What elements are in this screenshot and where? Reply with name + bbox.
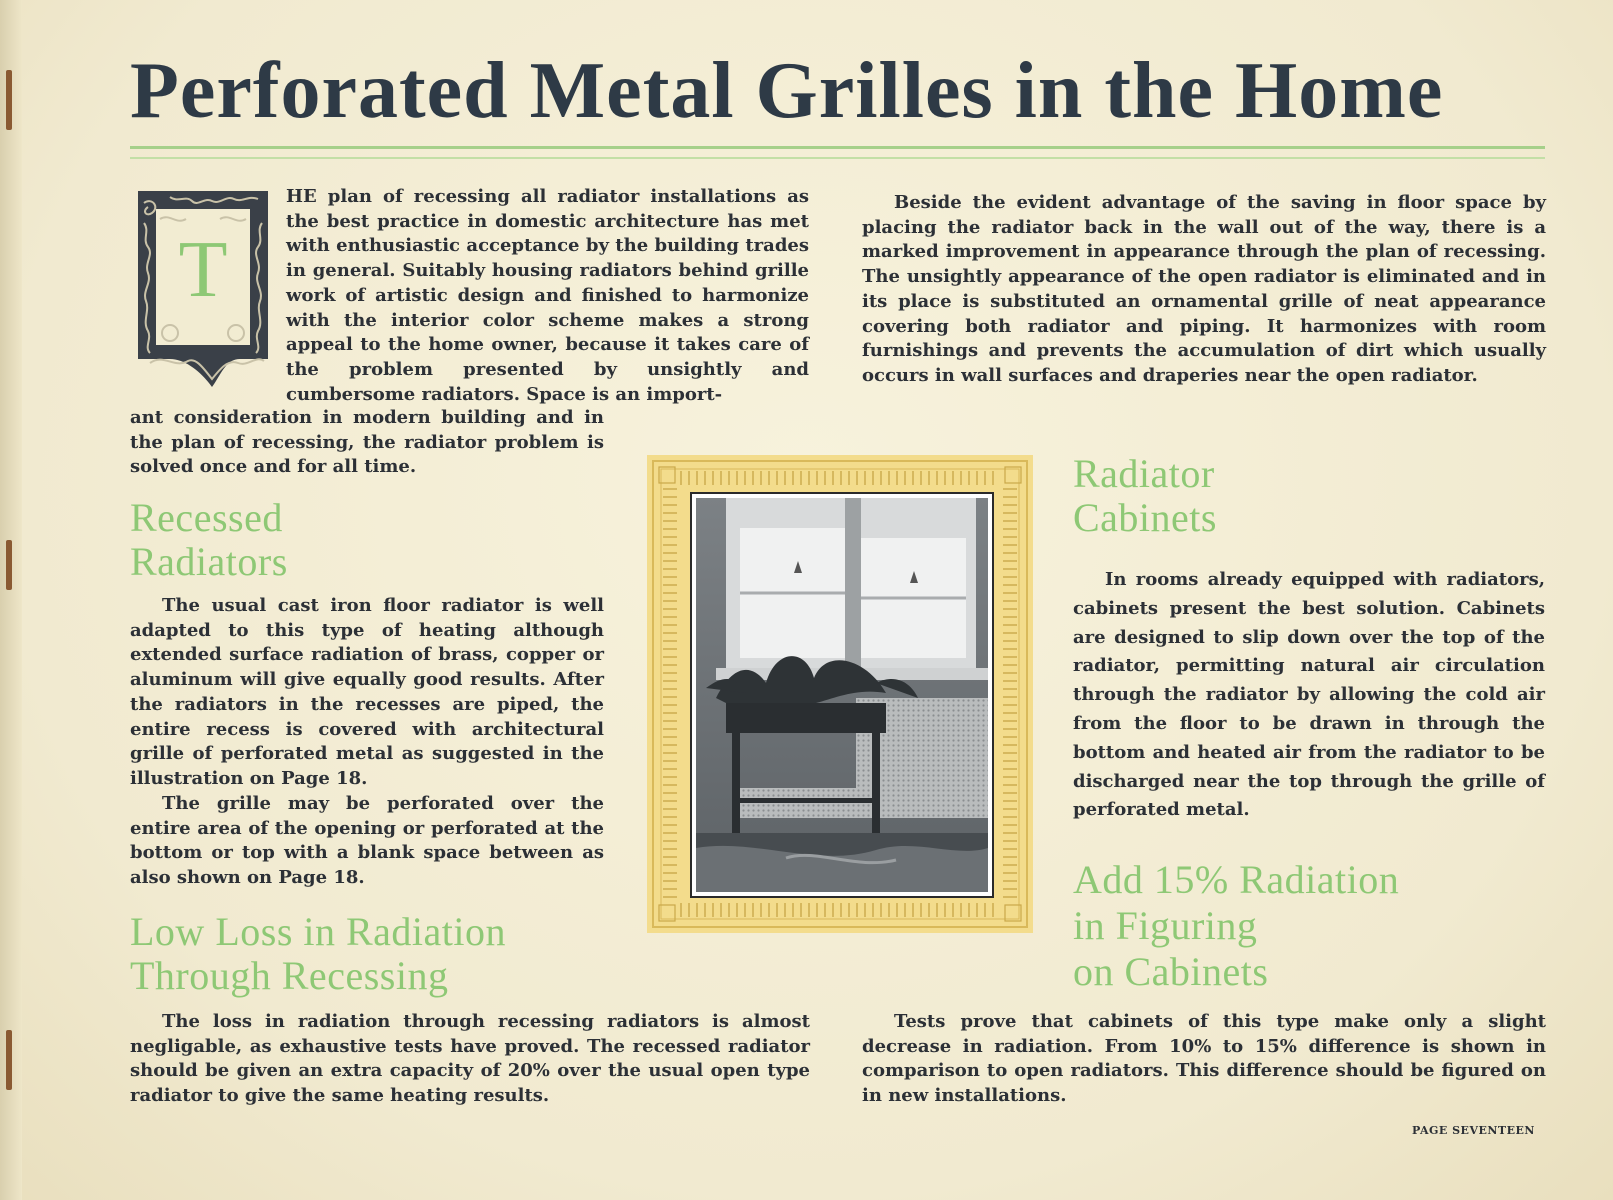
photo-border — [690, 492, 994, 898]
drop-cap-letter: T — [178, 226, 228, 314]
recessed-paragraph-2: The grille may be perforated over the entire area of the opening or perforated at the bottom or top with a blank space between as also shown on Page 18. — [130, 793, 604, 889]
heading-line: in Figuring — [1073, 903, 1258, 948]
add-15-paragraph: Tests prove that cabinets of this type make only a slight decrease in radiation. From 10% to 15% difference is shown in comparison to open radiators. This difference should be figured on in new installations. — [862, 1011, 1546, 1107]
heading-line: Low Loss in Radiation — [130, 909, 507, 954]
heading-line: Through Recessing — [130, 953, 449, 998]
title-rule — [130, 146, 1545, 159]
heading-line: Radiator — [1073, 451, 1215, 496]
intro-continuation-paragraph: ant consideration in modern building and in the plan of recessing, the radiator problem is solved once and for all time. — [130, 407, 604, 478]
cabinets-paragraph: In rooms already equipped with radiators, cabinets present the best solution. Cabinets are designed to slip down over the top of the radiator, permitting natural air circulation through the radiator by allowing the cold air from the floor to be drawn in through the bottom and heated air from the radiator to be discharged near the top through the grille of perforated metal. — [1073, 569, 1545, 821]
photo-frame — [647, 455, 1033, 933]
heading-line: Radiators — [130, 539, 288, 584]
recessed-paragraph-1: The usual cast iron floor radiator is well adapted to this type of heating although extended surface radiation of brass, copper or aluminum will give equally good results. After the radiators in the recesses are piped, the entire recess is covered with architectural grille of perforated metal as suggested in the illustration on Page 18. — [130, 595, 604, 789]
binding-stain — [6, 70, 12, 130]
right-intro-paragraph: Beside the evident advantage of the saving in floor space by placing the radiator back in the wall out of the way, there is a marked improvement in appearance through the plan of recessing. The unsightly appearance of the open radiator is eliminated and in its place is substituted an ornamental grille of neat appearance covering both radiator and piping. It harmonizes with room furnishings and prevents the accumulation of dirt which usually occurs in wall surfaces and draperies near the open radiator. — [862, 192, 1546, 386]
photo-window-radiator-grille — [696, 498, 988, 892]
low-loss-paragraph: The loss in radiation through recessing radiators is almost negligable, as exhaustive tests have proved. The recessed radiator should be given an extra capacity of 20% over the usual open type radiator to give the same heating results. — [130, 1011, 810, 1107]
book-binding — [0, 0, 22, 1200]
heading-line: Cabinets — [1073, 495, 1217, 540]
heading-line: on Cabinets — [1073, 949, 1269, 994]
low-loss-heading — [130, 910, 506, 998]
heading-line: Add 15% Radiation — [1073, 857, 1400, 902]
heading-line: Recessed — [130, 495, 283, 540]
add-15-heading — [1073, 857, 1399, 995]
radiator-cabinets-heading — [1073, 452, 1217, 540]
intro-lead-paragraph: HE plan of recessing all radiator installations as the best practice in domestic architecture has met with enthusiastic acceptance by the building trades in general. Suitably housing radiators behind grille work of artistic design and finished to harmonize with the interior color scheme makes a strong appeal to the home owner, because it takes care of the problem presented by unsightly and cumbersome radiators. Space is an import- — [286, 186, 809, 405]
binding-stain — [6, 1030, 12, 1090]
page-title: Perforated Metal Grilles in the Home — [130, 47, 1444, 135]
drop-cap-ornament — [130, 183, 276, 395]
binding-stain — [6, 540, 12, 590]
recessed-radiators-heading — [130, 496, 288, 584]
ornamental-drop-cap-icon — [130, 183, 276, 395]
page-number: PAGE SEVENTEEN — [1412, 1124, 1535, 1137]
